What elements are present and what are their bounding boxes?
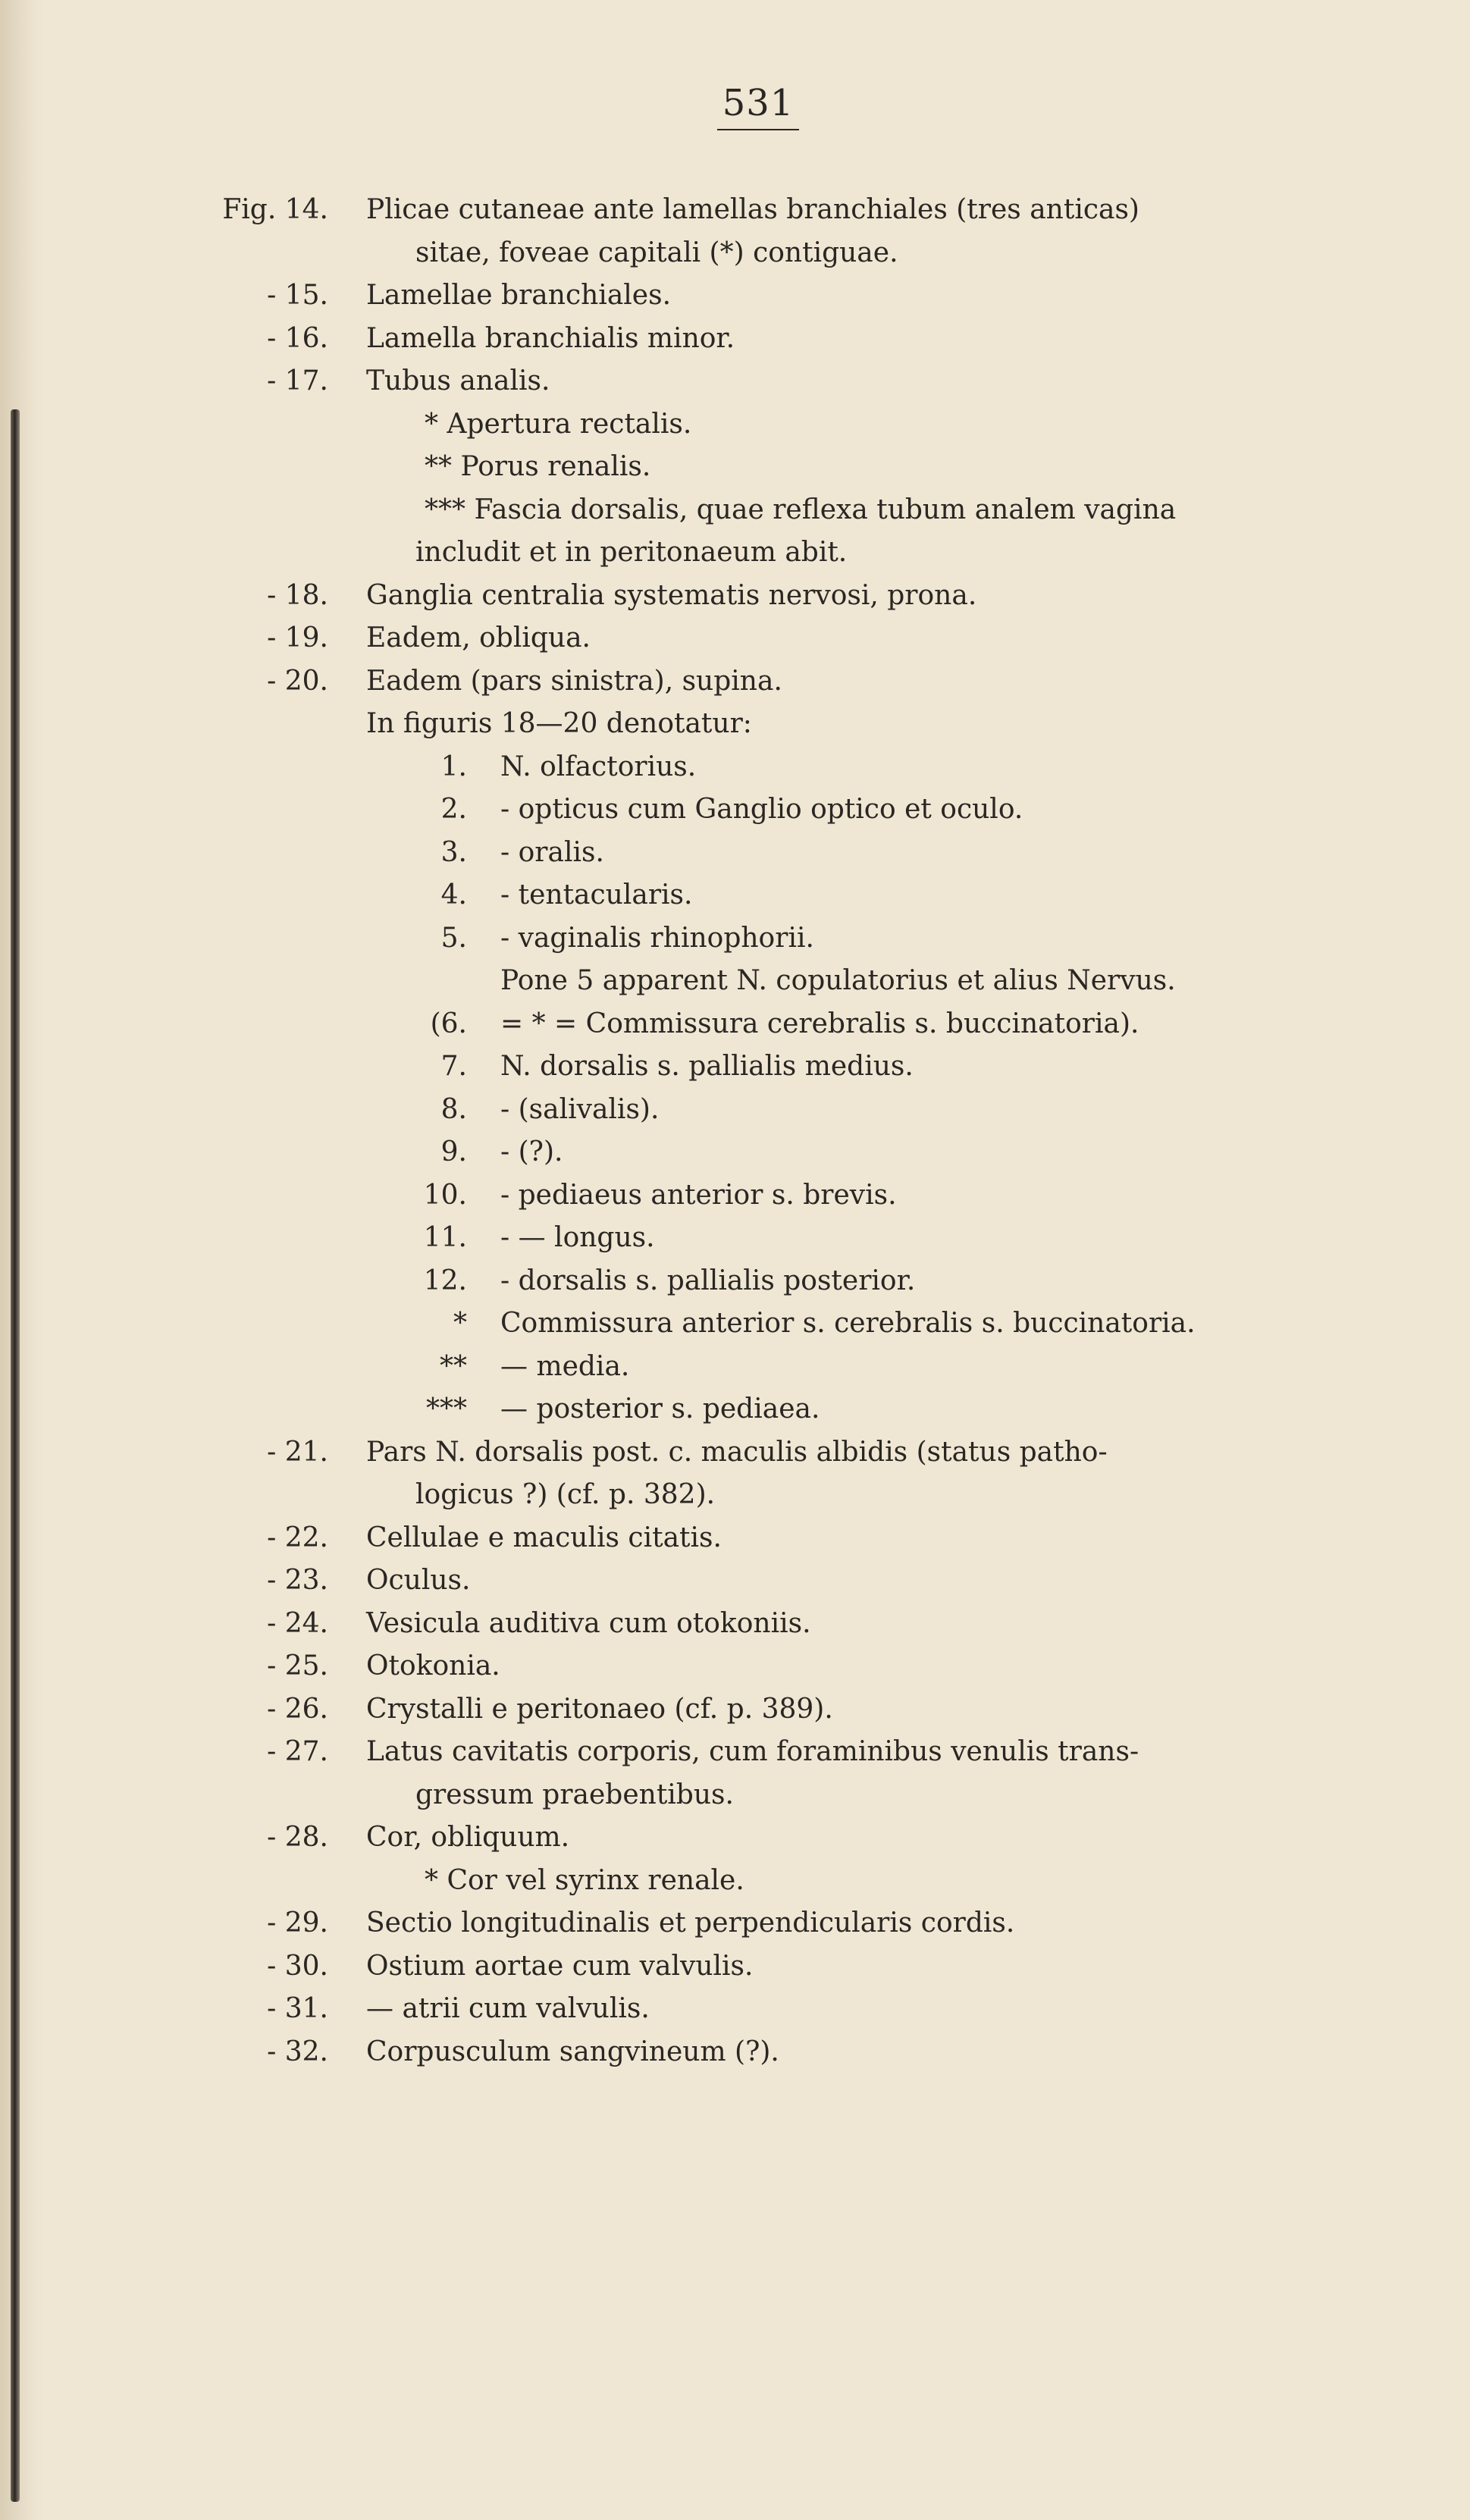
item-text: - opticus cum Ganglio optico et oculo. [500, 794, 1023, 825]
figure-label: Fig. 14. [222, 194, 328, 225]
item-number: 8. [440, 1093, 467, 1125]
item-number: 11. [423, 1222, 467, 1253]
figure-label: - 28. [267, 1822, 328, 1853]
entry-text: logicus ?) (cf. p. 382). [415, 1479, 716, 1510]
entry-text: Plicae cutaneae ante lamellas branchiales (tres anticas) [366, 194, 1139, 225]
entry-text: Crystalli e peritonaeo (cf. p. 389). [366, 1693, 833, 1725]
entry-text: Oculus. [366, 1565, 471, 1596]
item-text: - (?). [500, 1136, 563, 1168]
entry-text: * Apertura rectalis. [425, 408, 692, 440]
entry-text: * Cor vel syrinx renale. [425, 1864, 744, 1896]
item-number: 1. [440, 751, 467, 782]
entry-text: — atrii cum valvulis. [366, 1993, 650, 2024]
entry-text: Lamella branchialis minor. [366, 322, 735, 354]
entry-text: Lamellae branchiales. [366, 280, 672, 311]
item-number: 2. [440, 794, 467, 825]
item-number: ** [440, 1350, 467, 1382]
entry-text: *** Fascia dorsalis, quae reflexa tubum analem vagina [425, 494, 1177, 525]
entry-text: Corpusculum sangvineum (?). [366, 2036, 779, 2067]
entry-text: Eadem, obliqua. [366, 622, 591, 654]
figure-label: - 26. [267, 1693, 328, 1725]
entry-text: ** Porus renalis. [425, 451, 651, 482]
item-number: 10. [423, 1179, 467, 1211]
figure-label: - 29. [267, 1907, 328, 1939]
entry-text: Vesicula auditiva cum otokoniis. [366, 1607, 811, 1639]
figure-label: - 19. [267, 622, 328, 654]
item-text: - pediaeus anterior s. brevis. [500, 1179, 897, 1211]
item-text: - oralis. [500, 836, 604, 868]
figure-label: - 17. [267, 365, 328, 396]
entry-text: includit et in peritonaeum abit. [415, 537, 848, 568]
figure-label: - 15. [267, 280, 328, 311]
entry-text: Tubus analis. [366, 365, 550, 396]
figure-label: - 22. [267, 1522, 328, 1553]
item-text: — media. [500, 1350, 630, 1382]
entry-text: Otokonia. [366, 1650, 500, 1682]
item-text: Commissura anterior s. cerebralis s. buccinatoria. [500, 1308, 1196, 1339]
figure-label: - 23. [267, 1565, 328, 1596]
item-number: * [453, 1308, 467, 1339]
item-number: 7. [440, 1051, 467, 1082]
item-text: - vaginalis rhinophorii. [500, 922, 814, 954]
figure-label: - 25. [267, 1650, 328, 1682]
item-text: - tentacularis. [500, 879, 693, 911]
item-text: - dorsalis s. pallialis posterior. [500, 1265, 916, 1296]
entry-text: Pars N. dorsalis post. c. maculis albidis (status patho- [366, 1436, 1108, 1468]
item-number: 9. [440, 1136, 467, 1168]
entry-text: In figuris 18—20 denotatur: [366, 708, 752, 739]
entry-text: gressum praebentibus. [415, 1779, 734, 1810]
item-number: 4. [440, 879, 467, 911]
figure-label: - 21. [267, 1436, 328, 1468]
figure-label: - 16. [267, 322, 328, 354]
item-number: (6. [430, 1008, 467, 1039]
item-text: Pone 5 apparent N. copulatorius et alius Nervus. [500, 965, 1176, 996]
item-text: — posterior s. pediaea. [500, 1393, 820, 1425]
entry-text: Latus cavitatis corporis, cum foraminibus venulis trans- [366, 1736, 1139, 1767]
figure-label: - 20. [267, 665, 328, 697]
page-number-rule [717, 129, 799, 130]
item-text: N. olfactorius. [500, 751, 697, 782]
entry-text: Cellulae e maculis citatis. [366, 1522, 722, 1553]
figure-label: - 18. [267, 579, 328, 611]
figure-label: - 32. [267, 2036, 328, 2067]
figure-label: - 24. [267, 1607, 328, 1639]
item-number: 12. [423, 1265, 467, 1296]
figure-label: - 31. [267, 1993, 328, 2024]
figure-label: - 27. [267, 1736, 328, 1767]
figure-label: - 30. [267, 1950, 328, 1982]
item-number: 5. [440, 922, 467, 954]
item-number: *** [426, 1393, 467, 1425]
entry-text: Cor, obliquum. [366, 1822, 570, 1853]
page-binding-edge [0, 0, 44, 2520]
item-number: 3. [440, 836, 467, 868]
entry-text: sitae, foveae capitali (*) contiguae. [415, 237, 898, 268]
entry-text: Ganglia centralia systematis nervosi, prona. [366, 579, 977, 611]
item-text: - — longus. [500, 1222, 655, 1253]
book-spine-shadow [11, 409, 20, 2502]
entry-text: Sectio longitudinalis et perpendicularis cordis. [366, 1907, 1015, 1939]
item-text: N. dorsalis s. pallialis medius. [500, 1051, 914, 1082]
item-text: = * = Commissura cerebralis s. buccinatoria). [500, 1008, 1139, 1039]
entry-text: Ostium aortae cum valvulis. [366, 1950, 754, 1982]
item-text: - (salivalis). [500, 1093, 660, 1125]
entry-text: Eadem (pars sinistra), supina. [366, 665, 782, 697]
page-number: 531 [0, 82, 1470, 130]
